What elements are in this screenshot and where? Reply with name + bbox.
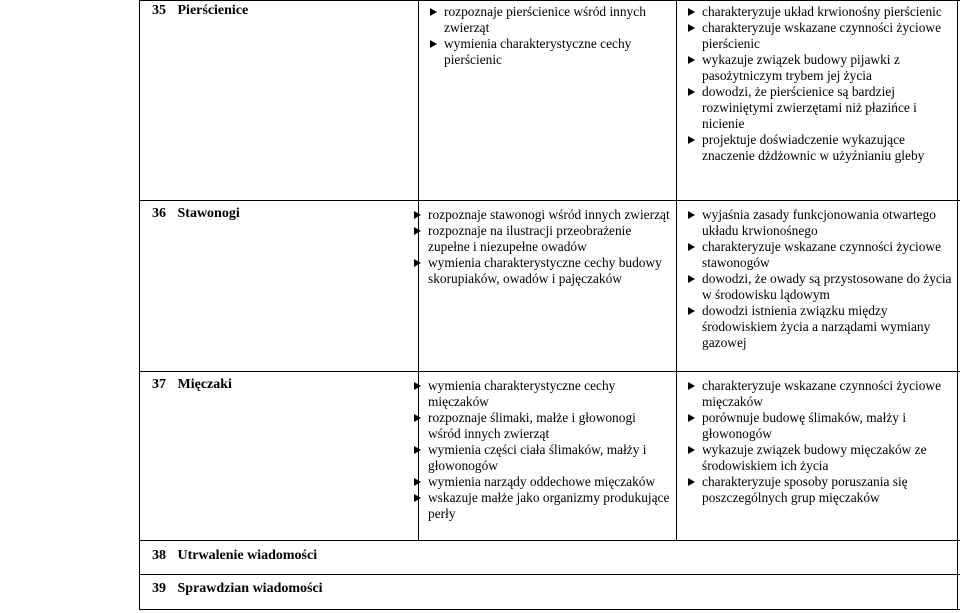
requirement-line: pierścienic [702, 36, 760, 51]
requirement-line: porównuje budowę ślimaków, małży i [702, 410, 907, 425]
requirement-item [686, 207, 952, 239]
requirement-line: skorupiaków, owadów i pajęczaków [428, 271, 622, 286]
requirement-line: głowonogów [702, 426, 772, 441]
row-divider [139, 371, 960, 372]
requirement-item [686, 303, 952, 351]
requirement-item [428, 36, 646, 68]
requirement-line: charakteryzuje układ krwionośny pierścienic [702, 4, 942, 19]
requirement-line: gazowej [702, 335, 747, 350]
requirement-line: mięczaków [428, 394, 489, 409]
requirement-item [686, 442, 941, 474]
requirement-line: dowodzi, że pierścienice są bardziej [702, 84, 895, 99]
requirement-line: stawonogów [702, 255, 770, 270]
requirement-item [412, 474, 669, 490]
table-row-37-lesson [152, 377, 232, 393]
lesson-number: 39 [152, 581, 166, 596]
requirement-line: rozpoznaje na ilustracji przeobrażenie [428, 223, 632, 238]
lesson-number: 36 [152, 206, 166, 221]
requirement-line: zupełne i niezupełne owadów [428, 239, 587, 254]
requirement-item [686, 271, 952, 303]
requirement-item [412, 223, 670, 255]
requirement-line: układu krwionośnego [702, 223, 818, 238]
requirement-line: charakteryzuje wskazane czynności życiowe [702, 20, 942, 35]
column-divider [676, 0, 677, 541]
requirement-item [686, 84, 942, 132]
requirement-line: charakteryzuje sposoby poruszania się [702, 474, 908, 489]
requirement-item [686, 239, 952, 271]
table-border-right [957, 0, 958, 610]
requirement-line: mięczaków [702, 394, 763, 409]
requirement-line: nicienie [702, 116, 745, 131]
lesson-title: Stawonogi [177, 206, 240, 221]
requirement-line: wyjaśnia zasady funkcjonowania otwartego [702, 207, 936, 222]
requirement-line: w środowisku lądowym [702, 287, 830, 302]
requirement-line: pasożytniczym trybem jej życia [702, 68, 872, 83]
requirement-item [412, 410, 669, 442]
lesson-number: 37 [152, 377, 166, 392]
requirement-item [412, 207, 670, 223]
requirement-item [412, 255, 670, 287]
requirement-line: wymienia charakterystyczne cechy [444, 36, 632, 51]
requirement-item [412, 490, 669, 522]
row-divider [139, 540, 960, 541]
requirement-line: zwierząt [444, 20, 490, 35]
requirement-line: pierścienic [444, 52, 502, 67]
extended-requirements-list [686, 4, 942, 164]
requirement-line: rozpoznaje stawonogi wśród innych zwierząt [428, 207, 670, 222]
row-divider [139, 200, 960, 201]
requirement-line: projektuje doświadczenie wykazujące [702, 132, 905, 147]
requirement-line: znaczenie dżdżownic w użyźnianiu gleby [702, 148, 925, 163]
requirement-item [686, 410, 941, 442]
requirement-line: wykazuje związek budowy mięczaków ze [702, 442, 927, 457]
requirement-line: głowonogów [428, 458, 498, 473]
requirement-line: wykazuje związek budowy pijawki z [702, 52, 900, 67]
requirement-item [686, 474, 941, 506]
requirement-item [686, 52, 942, 84]
requirement-line: wymienia charakterystyczne cechy [428, 378, 616, 393]
table-border-bottom [139, 609, 960, 610]
requirement-item [428, 4, 646, 36]
basic-requirements-list [412, 378, 669, 522]
lesson-title: Pierścienice [177, 3, 249, 18]
table-row-35-lesson [152, 3, 248, 19]
requirement-line: wymienia części ciała ślimaków, małży i [428, 442, 647, 457]
lesson-number: 35 [152, 3, 166, 18]
requirement-line: rozwiniętymi zwierzętami niż płazińce i [702, 100, 917, 115]
requirement-line: charakteryzuje wskazane czynności życiowe [702, 239, 942, 254]
requirement-line: środowiskiem ich życia [702, 458, 829, 473]
extended-requirements-list [686, 378, 941, 506]
requirement-item [686, 132, 942, 164]
requirement-line: perły [428, 506, 456, 521]
lesson-title: Sprawdzian wiadomości [177, 581, 323, 596]
lesson-title: Mięczaki [177, 377, 232, 392]
requirement-item [686, 20, 942, 52]
row-divider [139, 574, 960, 575]
lesson-title: Utrwalenie wiadomości [177, 548, 318, 563]
requirement-line: wśród innych zwierząt [428, 426, 550, 441]
requirement-line: poszczególnych grup mięczaków [702, 490, 880, 505]
basic-requirements-list [428, 4, 646, 68]
requirement-line: wymienia narządy oddechowe mięczaków [428, 474, 656, 489]
basic-requirements-list [412, 207, 670, 287]
table-row-38-lesson [152, 548, 317, 564]
requirement-item [412, 442, 669, 474]
requirement-item [686, 378, 941, 410]
table-border-left [139, 0, 140, 610]
requirement-line: dowodzi istnienia związku między [702, 303, 888, 318]
lesson-number: 38 [152, 548, 166, 563]
requirement-line: wymienia charakterystyczne cechy budowy [428, 255, 662, 270]
requirement-line: wskazuje małże jako organizmy produkujące [428, 490, 670, 505]
table-border-top [139, 0, 960, 1]
requirement-line: rozpoznaje ślimaki, małże i głowonogi [428, 410, 636, 425]
requirement-line: środowiskiem życia a narządami wymiany [702, 319, 931, 334]
extended-requirements-list [686, 207, 952, 351]
requirement-item [412, 378, 669, 410]
requirement-line: dowodzi, że owady są przystosowane do życia [702, 271, 952, 286]
table-row-39-lesson [152, 581, 323, 597]
requirement-line: rozpoznaje pierścienice wśród innych [444, 4, 646, 19]
table-row-36-lesson [152, 206, 240, 222]
requirement-line: charakteryzuje wskazane czynności życiowe [702, 378, 942, 393]
requirement-item [686, 4, 942, 20]
